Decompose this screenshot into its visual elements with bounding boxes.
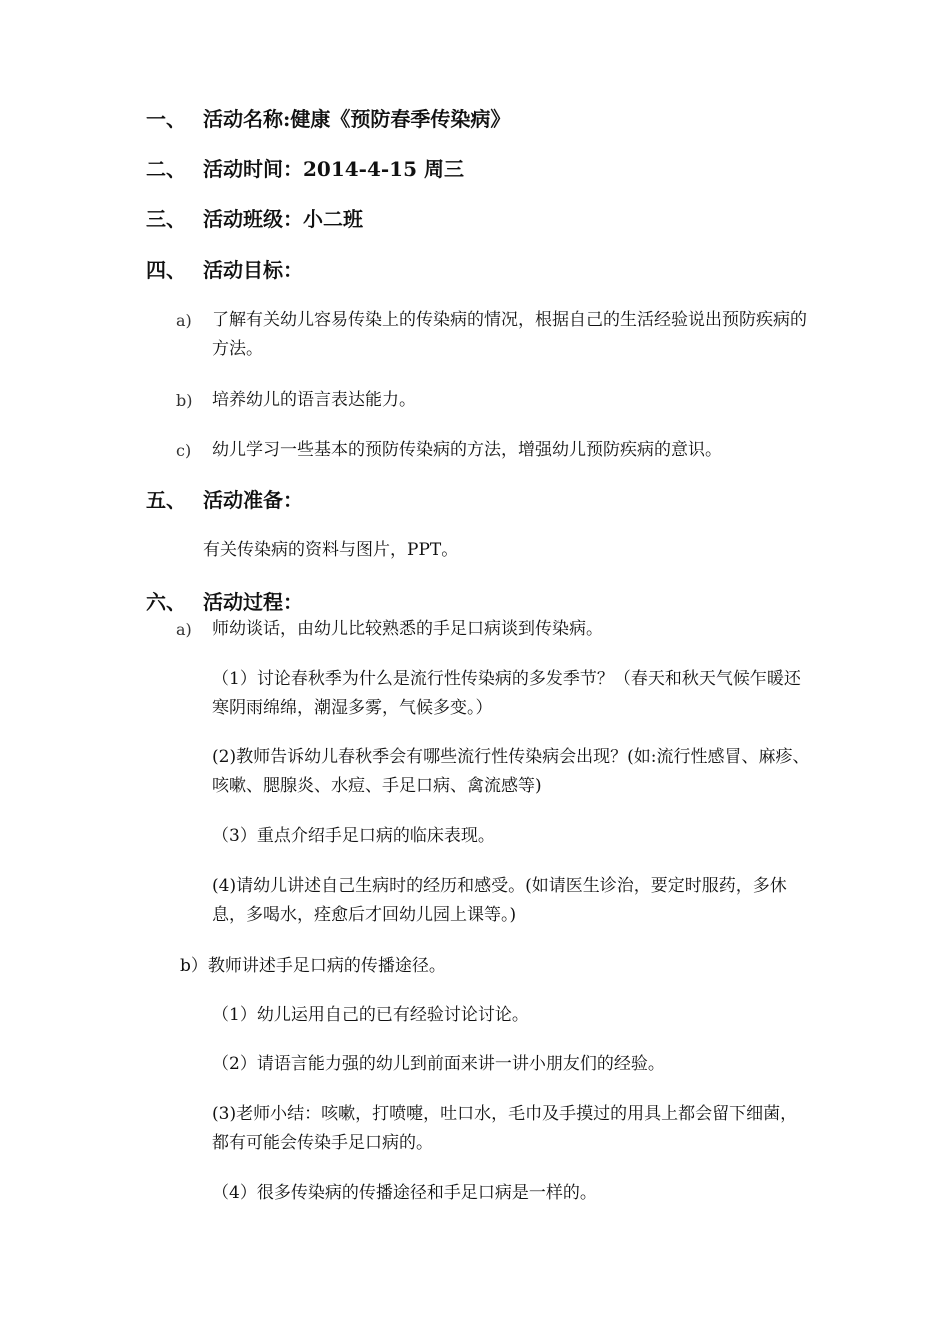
list-marker: a) (176, 620, 192, 639)
list-marker: a) (176, 311, 192, 330)
heading-number: 六、 (146, 590, 186, 614)
process-b-item: (3)老师小结：咳嗽，打喷嚏，吐口水，毛巾及手摸过的用具上都会留下细菌，都有可能会传染手足口病的。 (212, 1104, 798, 1153)
heading-text: 活动准备： (203, 488, 303, 512)
process-b-item: （2）请语言能力强的幼儿到前面来讲一讲小朋友们的经验。 (212, 1054, 665, 1074)
process-step-a (176, 615, 603, 644)
process-a-item: （1）讨论春秋季为什么是流行性传染病的多发季节？（春天和秋天气候乍暖还寒阴雨绵绵，潮湿多雾，气候多变。） (212, 669, 801, 718)
goal-text: 了解有关幼儿容易传染上的传染病的情况，根据自己的生活经验说出预防疾病的方法。 (212, 310, 807, 359)
goal-item (176, 436, 722, 465)
heading-number: 二、 (146, 157, 186, 181)
heading-text: 活动目标： (203, 258, 303, 282)
goal-item (176, 386, 416, 415)
goal-text: 幼儿学习一些基本的预防传染病的方法，增强幼儿预防疾病的意识。 (212, 440, 722, 460)
process-a-item: (4)请幼儿讲述自己生病时的经历和感受。(如请医生诊治，要定时服药，多休息，多喝水，痊愈后才回幼儿园上课等。) (212, 876, 787, 925)
process-b-item: （4）很多传染病的传播途径和手足口病是一样的。 (212, 1183, 597, 1203)
heading-text: 活动时间：2014-4-15 周三 (203, 157, 464, 181)
goal-text: 培养幼儿的语言表达能力。 (212, 390, 416, 410)
process-a-item: （3）重点介绍手足口病的临床表现。 (212, 826, 495, 846)
process-b-item: （1）幼儿运用自己的已有经验讨论讨论。 (212, 1005, 529, 1025)
preparation-text: 有关传染病的资料与图片，PPT。 (203, 540, 459, 560)
heading-number: 三、 (146, 207, 186, 231)
heading-text: 活动班级：小二班 (203, 207, 363, 231)
process-a-item: (2)教师告诉幼儿春秋季会有哪些流行性传染病会出现？(如:流行性感冒、麻疹、咳嗽、腮腺炎、水痘、手足口病、禽流感等) (212, 747, 810, 796)
heading-text: 活动名称:健康《预防春季传染病》 (203, 107, 511, 131)
heading-text: 活动过程： (203, 590, 303, 614)
list-marker: b) (176, 391, 193, 410)
process-step-text: 师幼谈话，由幼儿比较熟悉的手足口病谈到传染病。 (212, 619, 603, 639)
process-step-b: b）教师讲述手足口病的传播途径。 (180, 956, 446, 976)
heading-number: 一、 (146, 107, 186, 131)
goal-item (176, 306, 817, 364)
heading-number: 五、 (146, 488, 186, 512)
list-marker: c) (176, 441, 192, 460)
heading-number: 四、 (146, 258, 186, 282)
